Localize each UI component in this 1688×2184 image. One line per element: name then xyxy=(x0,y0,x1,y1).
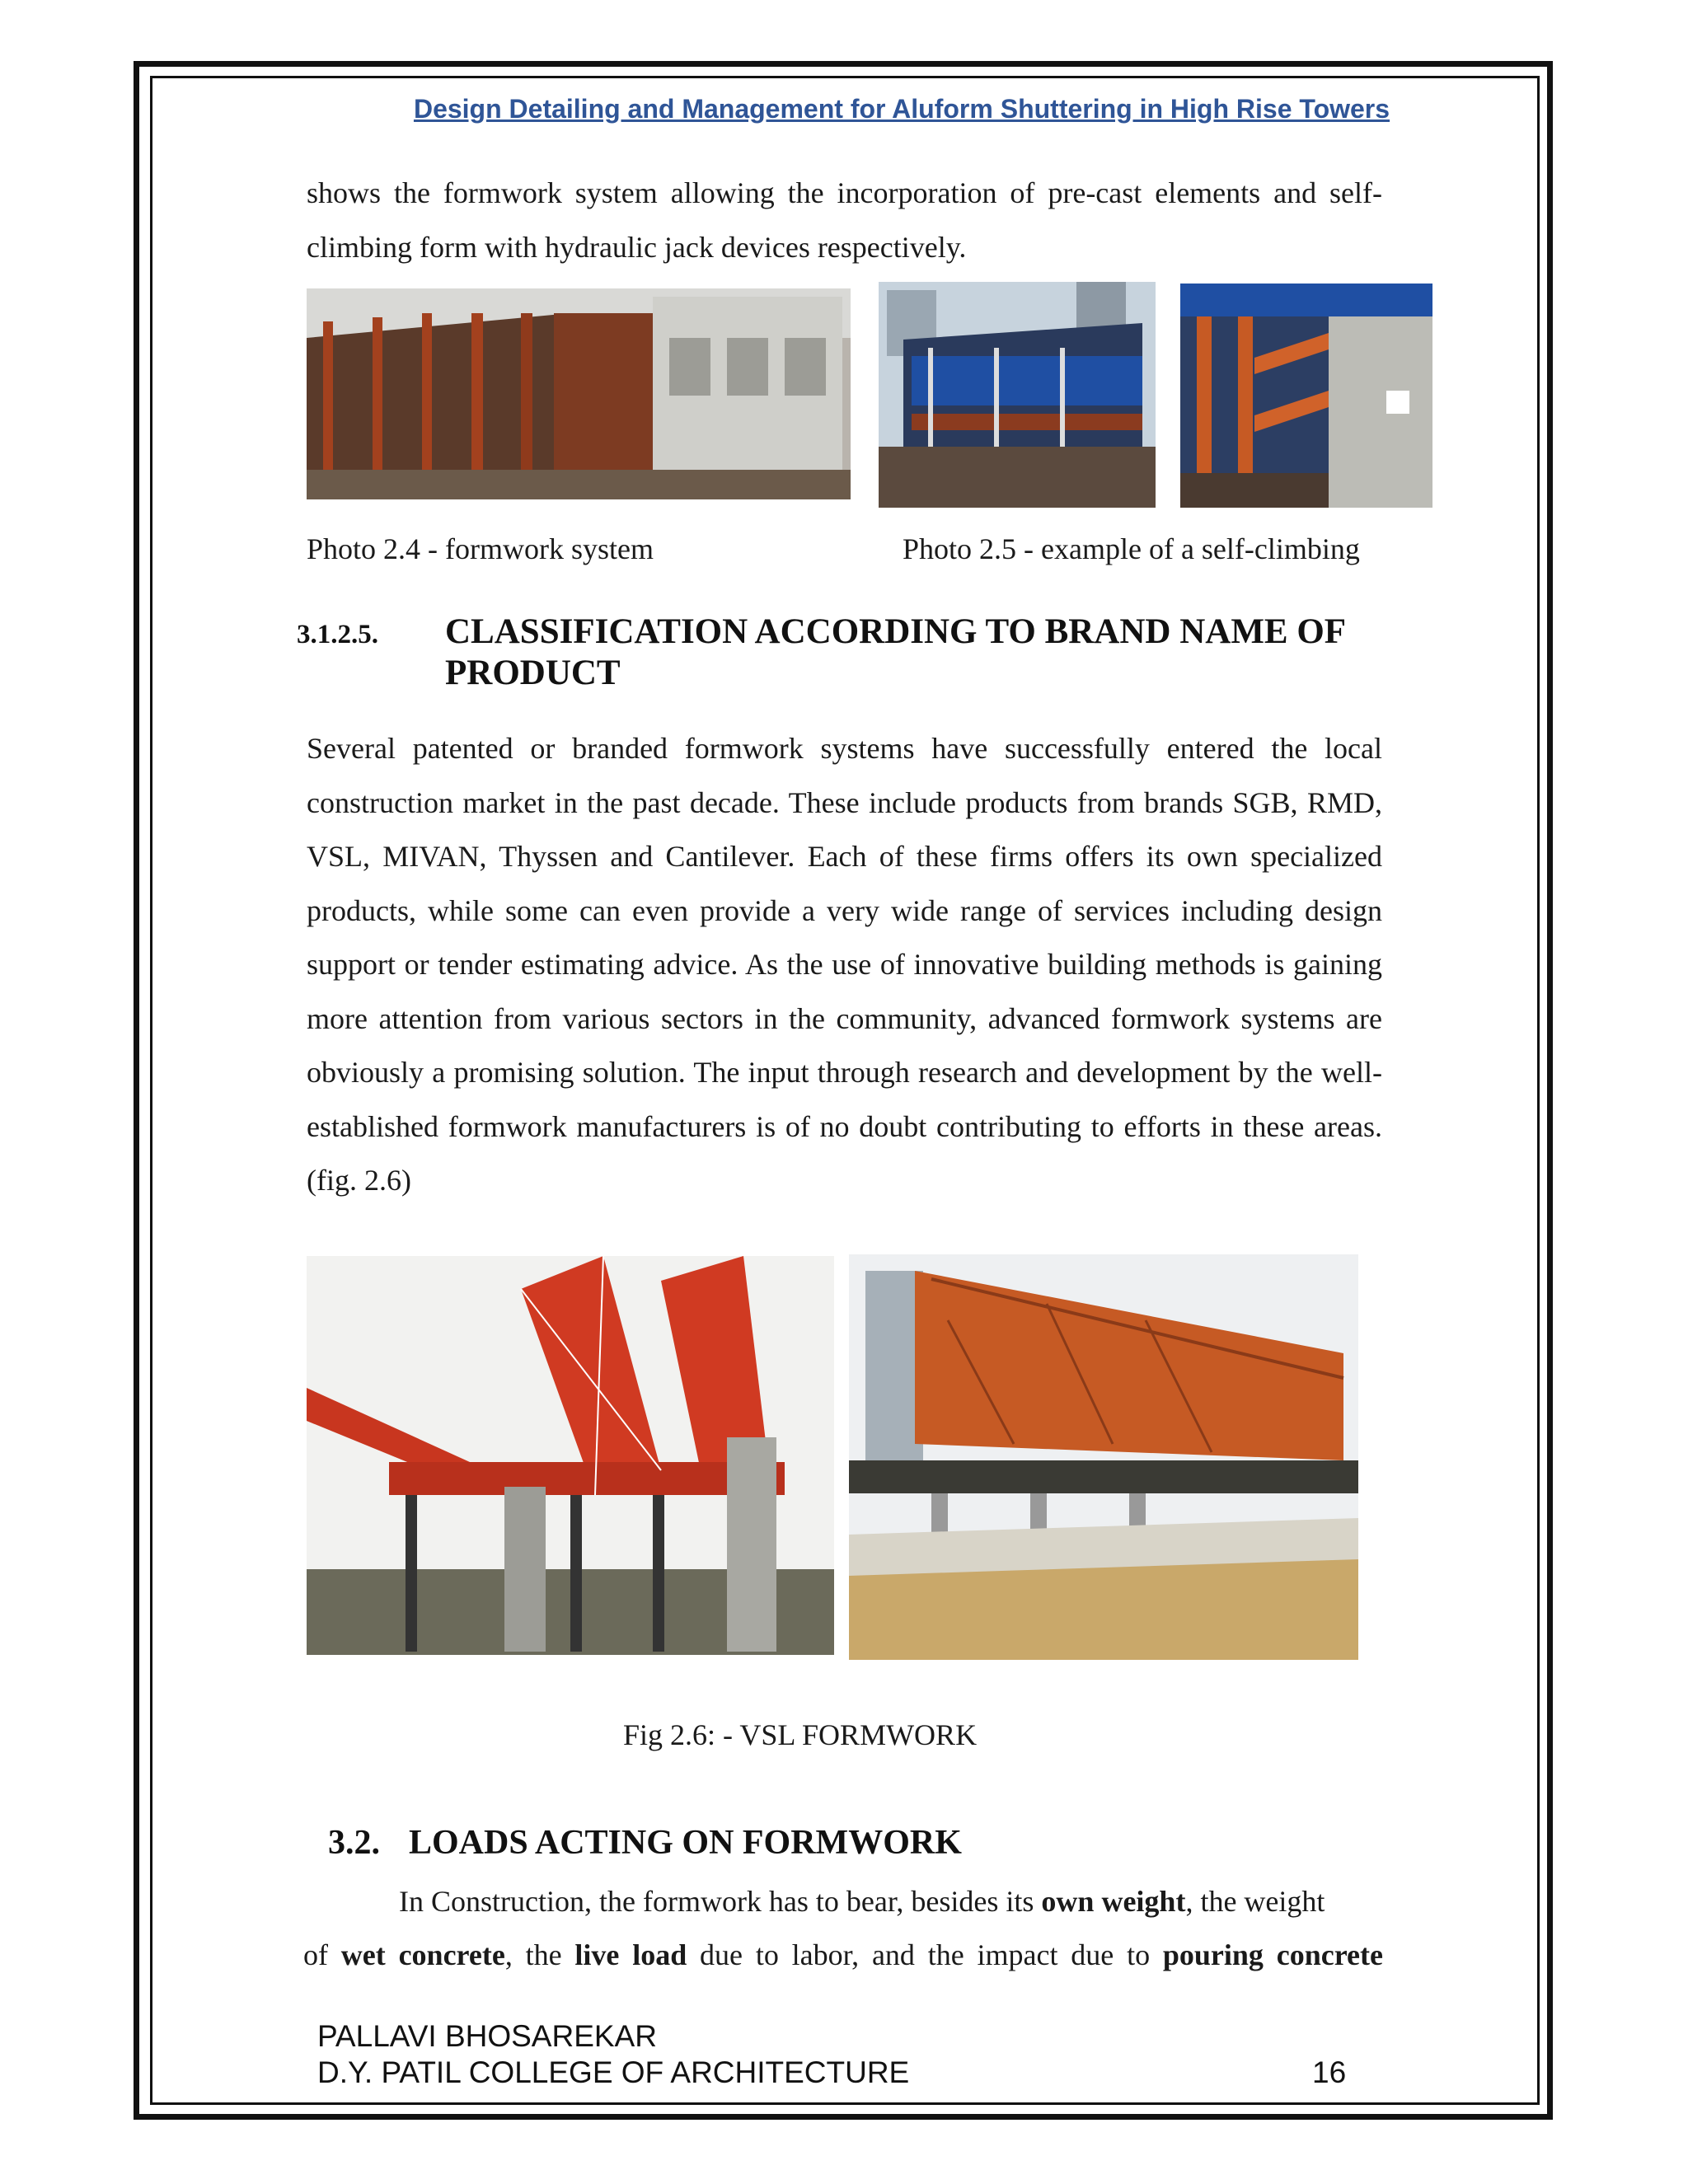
photo-vsl-formwork-bridge xyxy=(849,1254,1358,1660)
section-32-line2: of wet concrete, the live load due to labor, and the impact due to pouring concrete xyxy=(303,1938,1383,1971)
running-header: Design Detailing and Management for Aluform Shuttering in High Rise Towers xyxy=(413,94,1390,124)
emphasis-own-weight: own weight xyxy=(1041,1885,1186,1918)
emphasis-pouring-concrete: pouring concrete xyxy=(1162,1938,1383,1971)
photo-2-5-caption: Photo 2.5 - example of a self-climbing xyxy=(903,532,1360,565)
photo-2-4-caption: Photo 2.4 - formwork system xyxy=(307,532,654,565)
section-32-title: LOADS ACTING ON FORMWORK xyxy=(409,1824,962,1862)
photo-self-climbing-tower xyxy=(879,282,1156,508)
intro-paragraph: shows the formwork system allowing the incorporation of pre-cast elements and self-climbing form with hydraulic jack devices respectively. xyxy=(307,176,1382,264)
fig-2-6-caption: Fig 2.6: - VSL FORMWORK xyxy=(623,1718,978,1751)
photo-formwork-system xyxy=(307,288,851,499)
footer-author: PALLAVI BHOSAREKAR xyxy=(317,2019,657,2053)
section-3125-number: 3.1.2.5. xyxy=(297,620,378,649)
footer-college: D.Y. PATIL COLLEGE OF ARCHITECTURE xyxy=(317,2055,910,2089)
section-3125-title-line2: PRODUCT xyxy=(445,654,621,692)
photo-hydraulic-climbing-form xyxy=(1180,284,1432,508)
footer-page-number: 16 xyxy=(1312,2055,1347,2089)
emphasis-live-load: live load xyxy=(574,1938,687,1971)
section-3125-title-line1: CLASSIFICATION ACCORDING TO BRAND NAME OF xyxy=(445,612,1347,651)
emphasis-wet-concrete: wet concrete xyxy=(340,1938,505,1971)
section-32-line1: In Construction, the formwork has to bear, besides its own weight, the weight xyxy=(399,1885,1325,1918)
section-32-number: 3.2. xyxy=(328,1824,380,1862)
section-3125-body: Several patented or branded formwork systems have successfully entered the local construction market in the past decade. These include products from brands SGB, RMD, VSL, MIVAN, Thyssen and Cantilever. Each of these firms offers its own specialized products, while some can even provide a very wide range of services including design support or tender estimating advice. As the use of innovative building methods is gaining more attention from various sectors in the community, advanced formwork systems are obviously a promising solution. The input through research and development by the well- established formwork manufacturers is of no doubt contributing to efforts in these areas. (fig. 2.6) xyxy=(307,732,1382,1197)
photo-vsl-formwork-piers xyxy=(307,1256,834,1655)
